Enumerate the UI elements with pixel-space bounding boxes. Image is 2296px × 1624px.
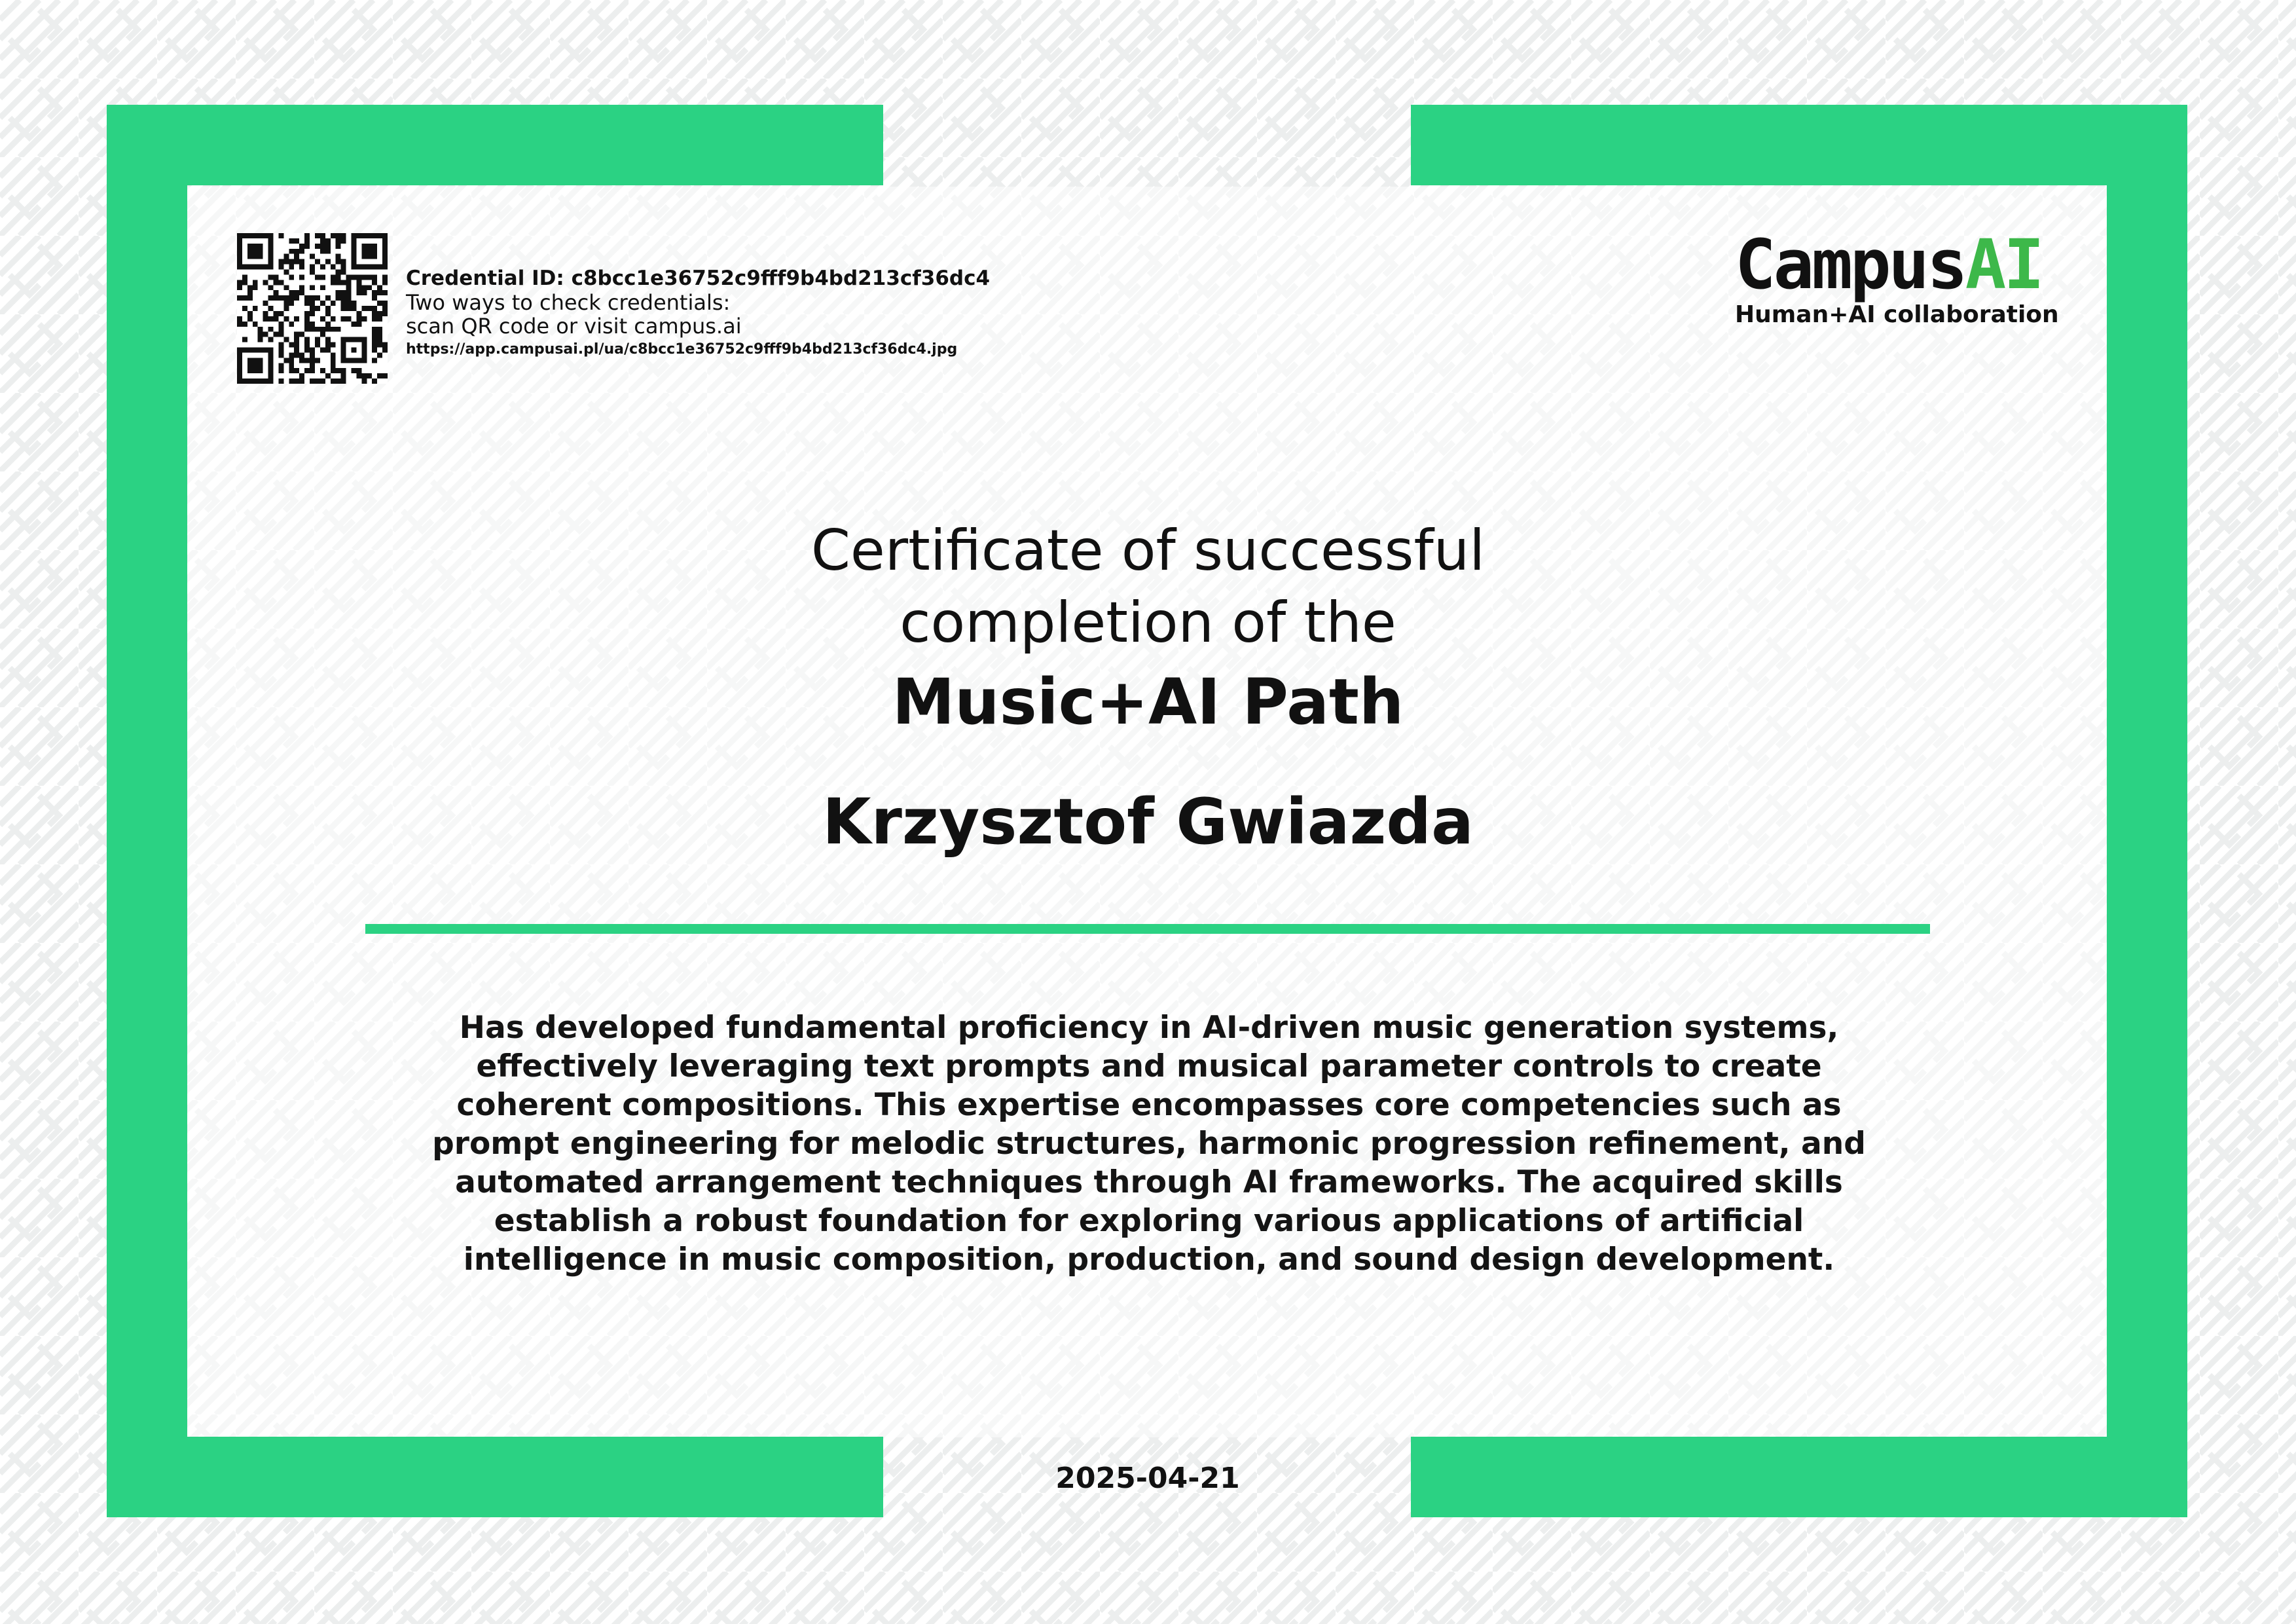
logo-wordmark — [1735, 225, 2043, 304]
check-instructions-2: scan QR code or visit campus.ai — [406, 314, 742, 339]
credential-id-label: Credential ID: — [406, 267, 564, 290]
path-name: Music+AI Path — [892, 665, 1404, 739]
recipient-block — [0, 783, 2296, 861]
certificate-heading — [0, 515, 2296, 659]
frame-top-right — [1411, 105, 2187, 185]
frame-top-left — [107, 105, 883, 185]
description-text: Has developed fundamental proficiency in AI-driven music generation systems, effectively leveraging text prompts and musical parameter controls to create coherent compositions. This expertise encompasses core competencies such as prompt engineering for melodic structures, harmonic progression refinement, and automated arrangement techniques through AI frameworks. The acquired skills establish a robust foundation for exploring various applications of artificial intelligence in music composition, production, and sound design development. — [432, 1010, 1866, 1278]
check-instructions-1: Two ways to check credentials: — [406, 290, 731, 315]
logo-word-accent: AI — [1965, 225, 2042, 304]
recipient-name: Krzysztof Gwiazda — [822, 785, 1474, 858]
campusai-logo — [1735, 225, 2059, 328]
credential-id-value: c8bcc1e36752c9fff9b4bd213cf36dc4 — [571, 267, 991, 290]
credential-url-link[interactable]: https://app.campusai.pl/ua/c8bcc1e36752c9fff9b4bd213cf36dc4.jpg — [406, 341, 958, 358]
logo-word-main: Campus — [1735, 225, 1965, 304]
divider-line — [365, 924, 1930, 934]
frame-bottom-left — [107, 1437, 883, 1517]
frame-bottom-right — [1411, 1437, 2187, 1517]
qr-code-icon — [237, 233, 388, 384]
title-line-1: Certificate of successful — [811, 518, 1485, 583]
title-line-2: completion of the — [900, 590, 1396, 655]
path-title — [0, 663, 2296, 741]
logo-tagline: Human+AI collaboration — [1735, 301, 2059, 328]
credential-info — [406, 268, 1126, 357]
issue-date: 2025-04-21 — [1055, 1462, 1240, 1495]
credential-id — [406, 268, 1126, 289]
